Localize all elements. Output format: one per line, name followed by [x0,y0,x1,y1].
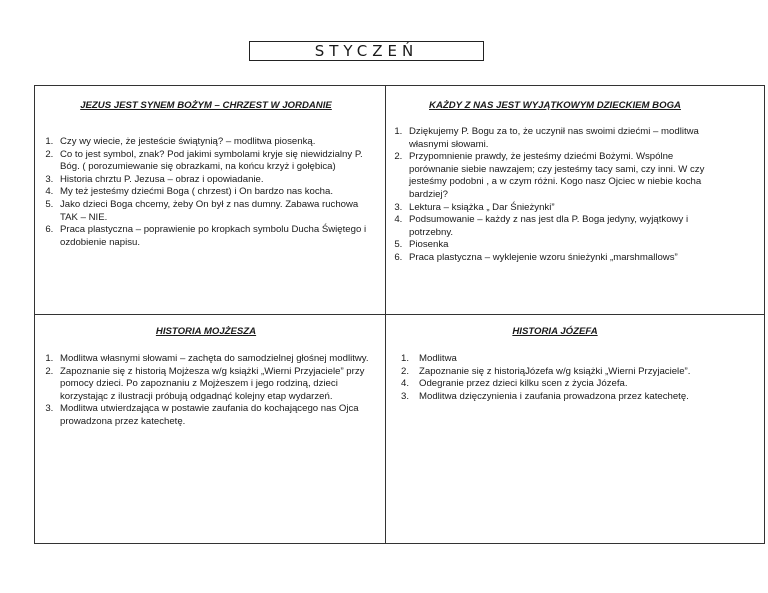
list-item-text: Modlitwa dzięczynienia i zaufania prowadzona przez katechetę. [419,390,689,402]
lesson-list [385,353,725,403]
list-item [385,378,725,391]
lesson-list [36,136,376,249]
list-item: 6. Praca plastyczna – poprawienie po kropkach symbolu Ducha Świętego i ozdobienie napisu. [56,224,376,249]
cell-heading: JEZUS JEST SYNEM BOŻYM – CHRZEST W JORDANIE [80,100,332,111]
list-item: 2. Zapoznanie się z historią Mojżesza w/g książki „Wierni Przyjaciele” przy pomocy dzieci. Po zapoznaniu z Mojżeszem i jego rodziną, dzieci korzystając z ilustracji próbują odgadnąć kolejny etap wydarzeń. [56,366,376,404]
list-item: 5. Piosenka [405,239,725,252]
cell-heading: HISTORIA JÓZEFA [512,326,598,337]
list-number: 3. [400,390,409,402]
lesson-list [36,353,376,429]
list-item: 3. Historia chrztu P. Jezusa – obraz i opowiadanie. [56,174,376,187]
cell-heading: HISTORIA MOJŻESZA [155,326,257,337]
cell-heading: KAŻDY Z NAS JEST WYJĄTKOWYM DZIECKIEM BOGA [429,100,681,111]
list-item-text: Zapoznanie się z historiąJózefa w/g książki „Wierni Przyjaciele”. [419,365,691,377]
list-item: 1. Dziękujemy P. Bogu za to, że uczynił nas swoimi dziećmi – modlitwa własnymi słowami. [405,126,725,151]
list-item: 4. My też jesteśmy dziećmi Boga ( chrzest) i On bardzo nas kocha. [56,186,376,199]
list-item [385,353,725,366]
list-item: 1. Czy wy wiecie, że jesteście świątynią? – modlitwa piosenką. [56,136,376,149]
list-item [385,366,725,379]
list-item: 3. Lektura – książka „ Dar Śnieżynki” [405,202,725,215]
list-item: 6. Praca plastyczna – wyklejenie wzoru śnieżynki „marshmallows” [405,252,725,265]
list-item: 2. Przypomnienie prawdy, że jesteśmy dziećmi Bożymi. Wspólne porównanie siebie nawzajem; czy jesteśmy tacy sami, czy inni. W czy jesteśmy podobni , a w czym różni. Kogo nasz Ojciec w niebie kocha bardziej? [405,151,725,201]
page-title: STYCZEŃ [249,41,484,61]
lesson-list [385,126,725,265]
list-item: 2. Co to jest symbol, znak? Pod jakimi symbolami kryje się niewidzialny P. Bóg. ( porozumiewanie się obrazkami, na końcu krzyż i gołębica) [56,149,376,174]
list-item: 1. Modlitwa własnymi słowami – zachęta do samodzielnej głośnej modlitwy. [56,353,376,366]
list-number: 1. [400,353,409,364]
list-item [385,391,725,404]
list-item: 5. Jako dzieci Boga chcemy, żeby On był z nas dumny. Zabawa ruchowa TAK – NIE. [56,199,376,224]
list-number: 2. [400,365,409,377]
list-number: 4. [400,378,409,390]
cell-baptism [36,100,376,249]
list-item: 4. Podsumowanie – każdy z nas jest dla P. Boga jedyny, wyjątkowy i potrzebny. [405,214,725,239]
list-item-text: Modlitwa [419,353,457,364]
cell-moses [36,326,376,429]
grid-divider-horizontal [34,314,765,315]
cell-unique-child [385,100,725,265]
list-item: 3. Modlitwa utwierdzająca w postawie zaufania do kochającego nas Ojca prowadzona przez katechetę. [56,403,376,428]
list-item-text: Odegranie przez dzieci kilku scen z życia Józefa. [419,378,628,390]
cell-joseph [385,326,725,403]
